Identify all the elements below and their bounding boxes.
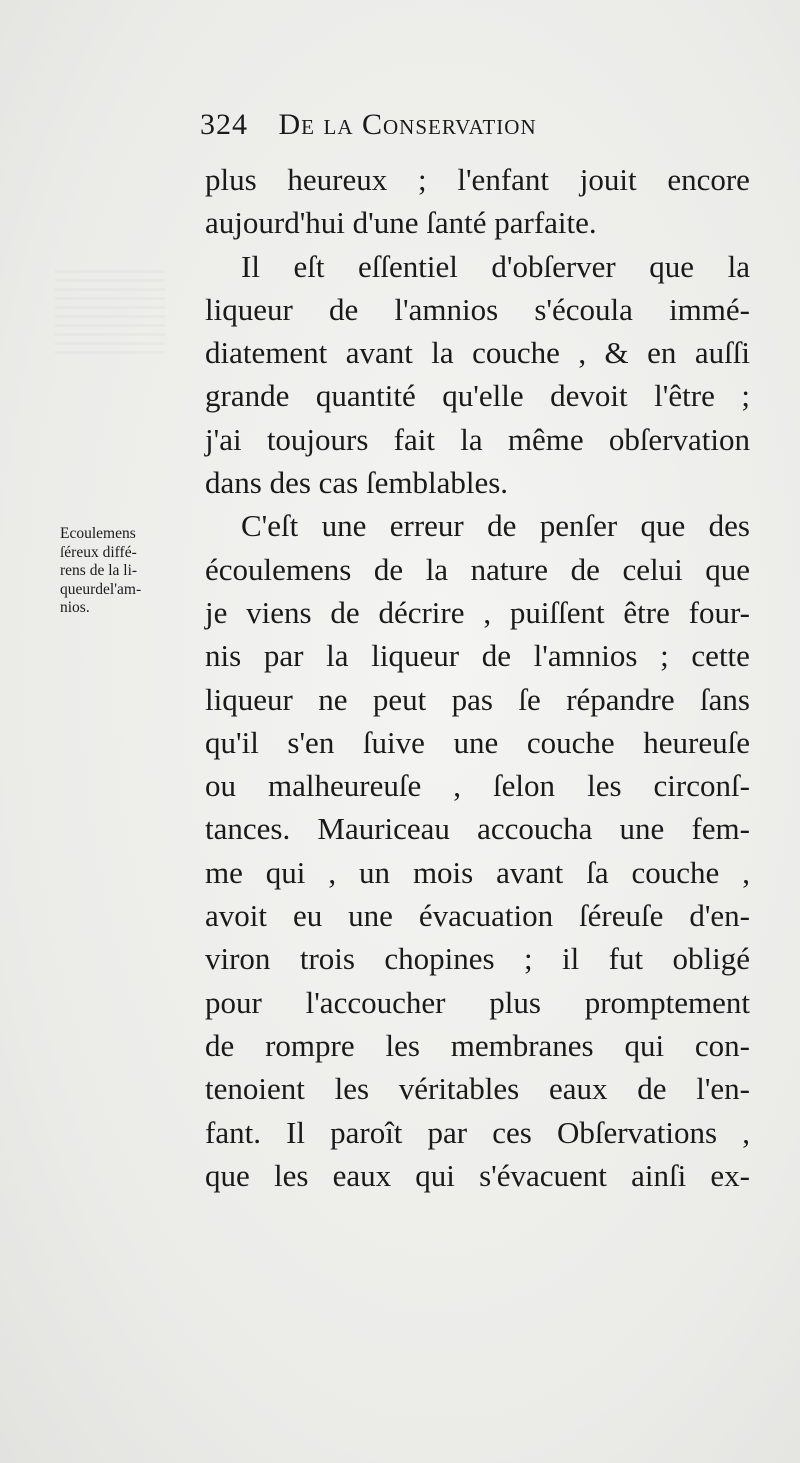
text-line: me qui , un mois avant ſa couche , (205, 854, 750, 890)
running-title: De la Conservation (278, 108, 537, 141)
text-line: tances. Mauriceau accoucha une fem- (205, 811, 750, 847)
text-line: de rompre les membranes qui con- (205, 1027, 750, 1063)
text-line: viron trois chopines ; il fut obligé (205, 941, 750, 977)
margin-note-line: rens de la li- (60, 562, 138, 580)
marginal-note (60, 525, 200, 618)
text-line: dans des cas ſemblables. (205, 465, 509, 501)
text-line: ou malheureuſe , ſelon les circonſ- (205, 768, 750, 804)
text-line: plus heureux ; l'enfant jouit encore (205, 162, 750, 197)
text-line: je viens de décrire , puiſſent être four- (205, 594, 750, 630)
body-text (205, 158, 750, 1197)
text-line: pour l'accoucher plus promptement (205, 984, 750, 1020)
text-line: grande quantité qu'elle devoit l'être ; (205, 378, 750, 414)
text-line: aujourd'hui d'une ſanté parfaite. (205, 205, 597, 241)
margin-note-line: Ecoulemens (60, 525, 136, 542)
text-line: liqueur ne peut pas ſe répandre ſans (205, 681, 750, 717)
page-number: 324 (200, 108, 248, 141)
text-line: fant. Il paroît par ces Obſervations , (205, 1114, 750, 1150)
text-line: nis par la liqueur de l'amnios ; cette (205, 638, 750, 674)
text-line: que les eaux qui s'évacuent ainſi ex- (205, 1157, 750, 1193)
text-line: qu'il s'en ſuive une couche heureuſe (205, 724, 750, 760)
text-line: avoit eu une évacuation ſéreuſe d'en- (205, 898, 750, 934)
margin-note-line: nios. (60, 599, 90, 617)
text-line: tenoient les véritables eaux de l'en- (205, 1071, 750, 1107)
text-line: liqueur de l'amnios s'écoula immé- (205, 291, 750, 327)
margin-note-line: queurdel'am- (60, 580, 142, 598)
show-through-bleed (55, 270, 165, 360)
text-line: C'eſt une erreur de penſer que des (241, 508, 750, 544)
text-line: j'ai toujours fait la même obſervation (205, 421, 750, 457)
text-line: Il eſt eſſentiel d'obſerver que la (241, 248, 750, 284)
running-header (200, 108, 537, 142)
text-line: diatement avant la couche , & en auſſi (205, 335, 750, 371)
text-line: écoulemens de la nature de celui que (205, 551, 750, 587)
margin-note-line: ſéreux diffé- (60, 543, 137, 561)
